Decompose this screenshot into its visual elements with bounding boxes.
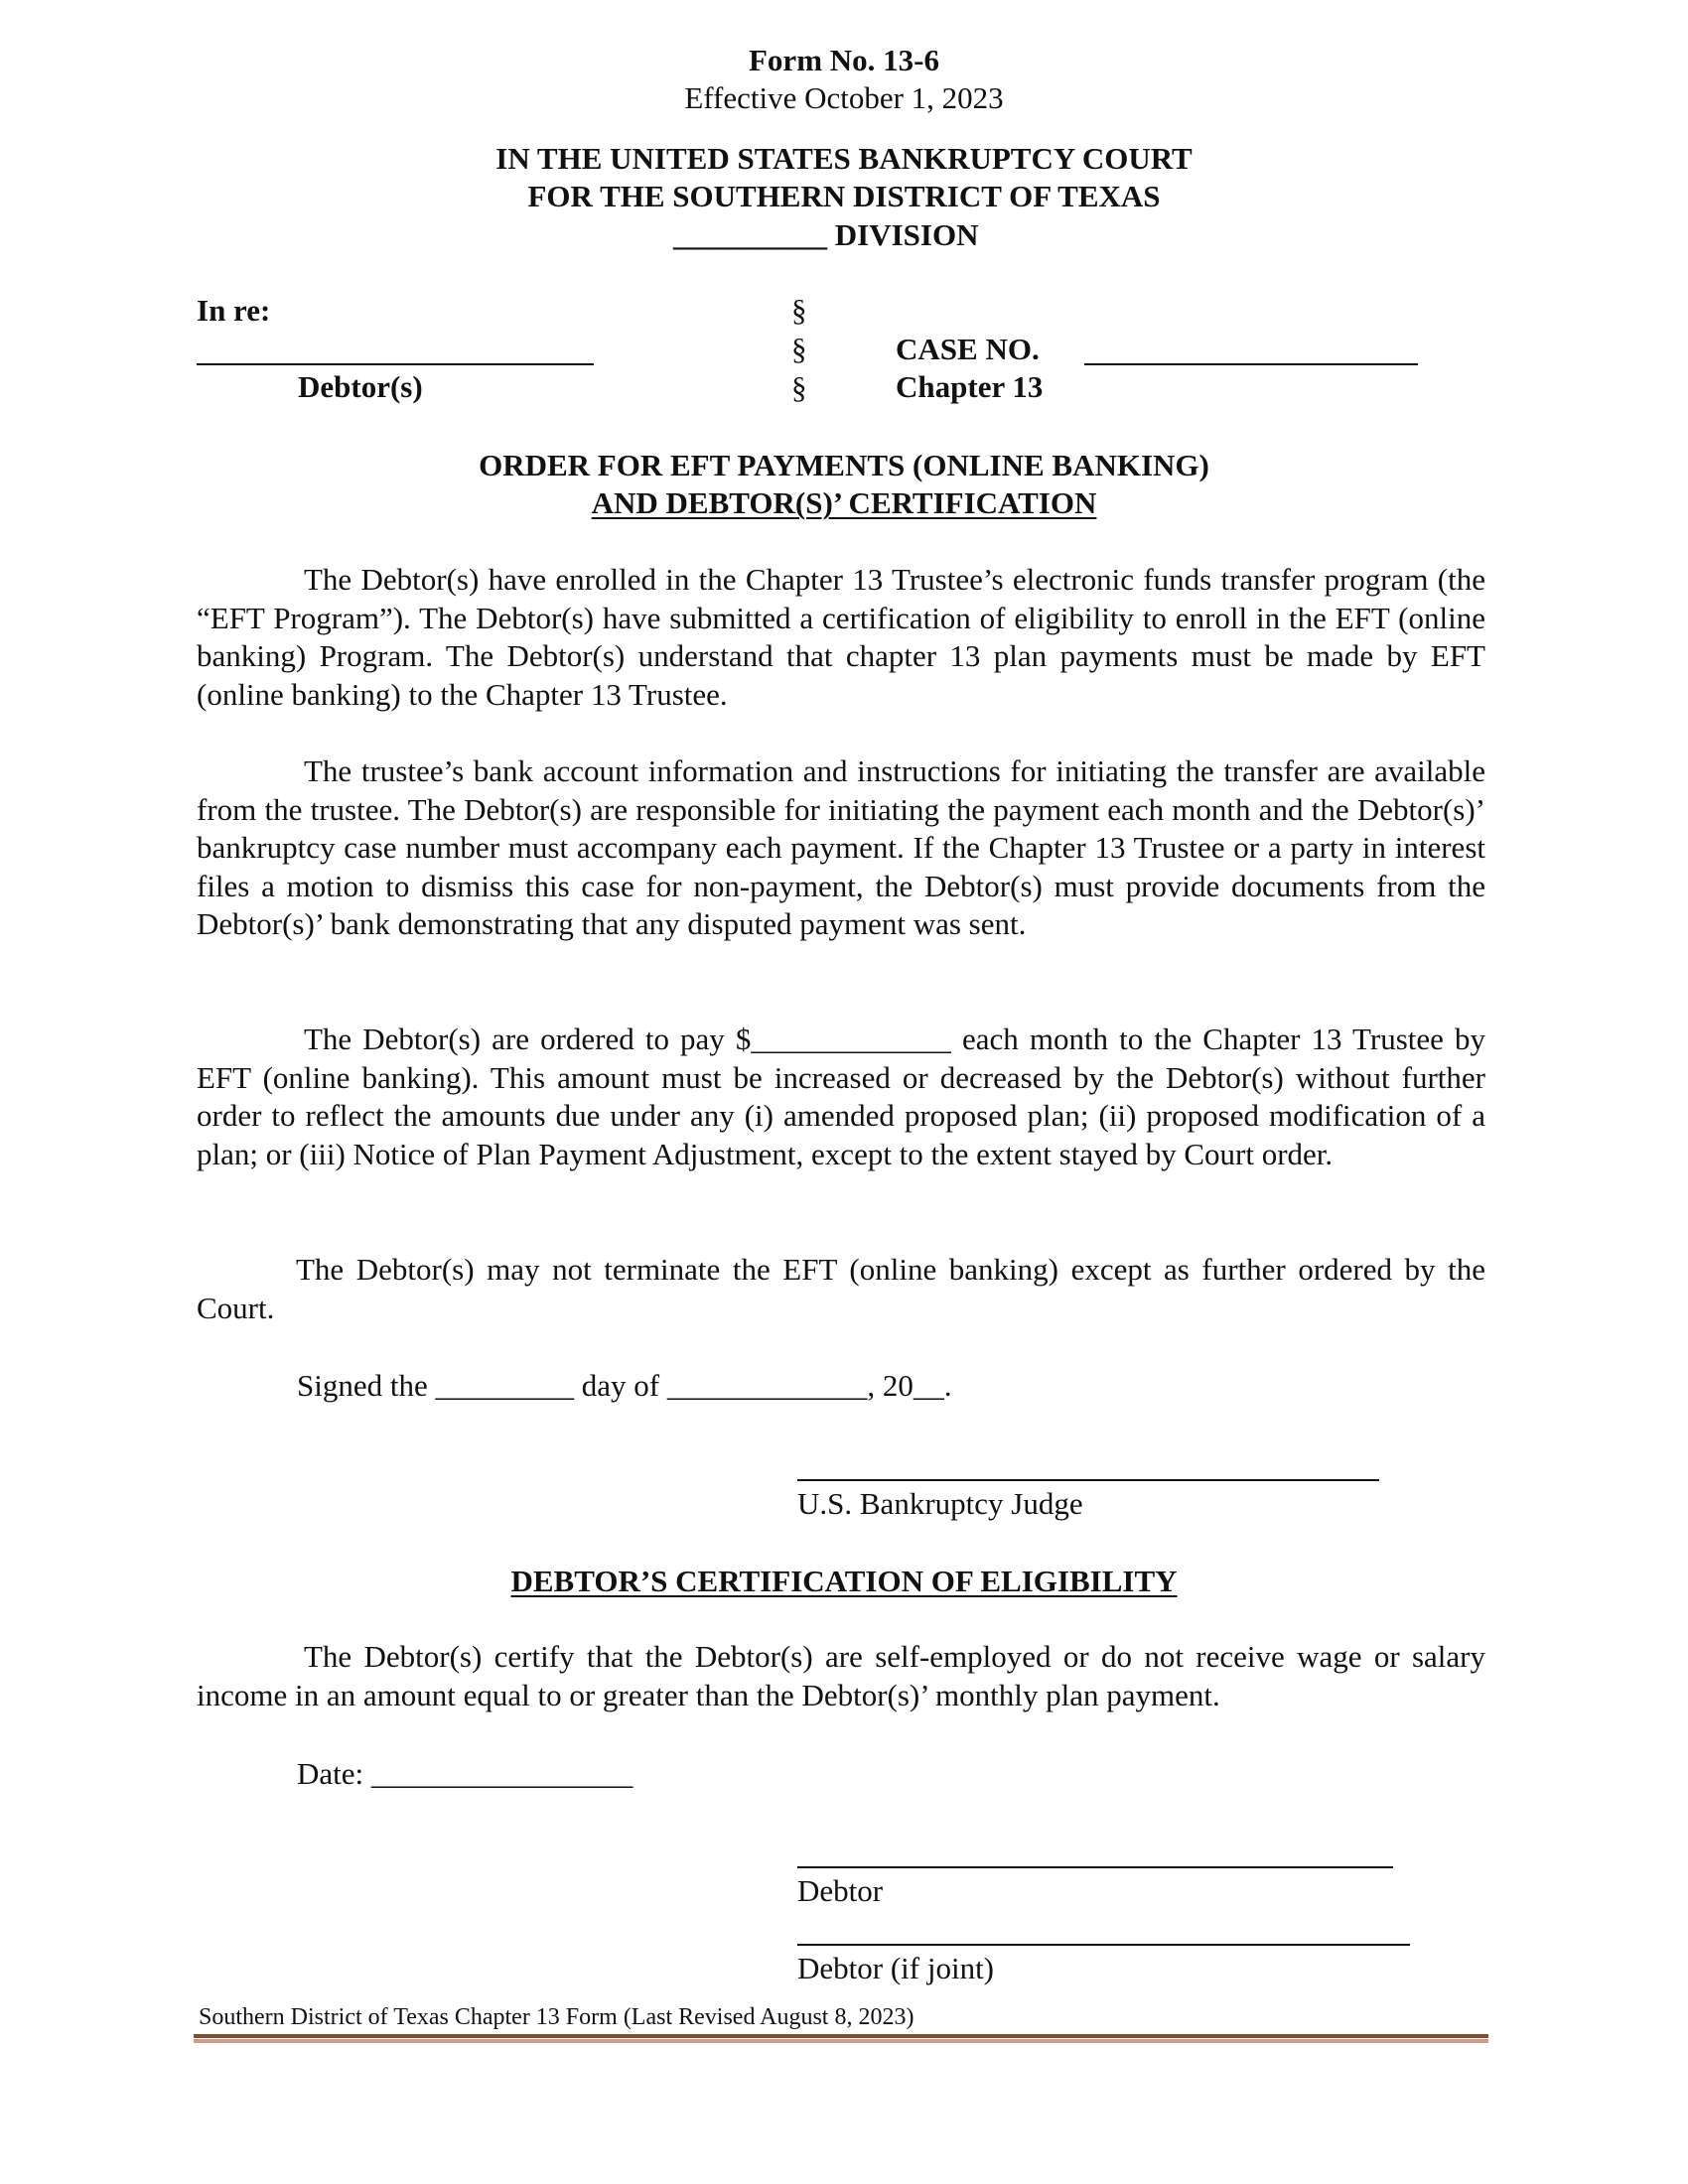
- paragraph-termination: The Debtor(s) may not terminate the EFT (online banking) except as further ordered by the Court.: [197, 1252, 1485, 1325]
- division-blank[interactable]: __________: [673, 217, 827, 252]
- section-symbol-2: §: [791, 332, 807, 366]
- footer-rule: [194, 2034, 1488, 2038]
- chapter-label: Chapter 13: [896, 369, 1044, 404]
- court-name-line1: IN THE UNITED STATES BANKRUPTCY COURT: [495, 141, 1193, 176]
- debtor-label: Debtor(s): [298, 369, 423, 404]
- joint-debtor-signature-line[interactable]: [797, 1944, 1410, 1946]
- division-label: DIVISION: [834, 217, 979, 252]
- signed-date-line: Signed the _________ day of _____________, 20__.: [297, 1368, 952, 1403]
- form-number: Form No. 13-6: [749, 43, 939, 77]
- certification-text: The Debtor(s) certify that the Debtor(s) are self-employed or do not receive wage or salary income in an amount equal to or greater than the Debtor(s)’ monthly plan payment.: [197, 1639, 1485, 1712]
- certification-title: [0, 1563, 1688, 1600]
- order-title-line2-text: AND DEBTOR(S)’ CERTIFICATION: [591, 485, 1097, 520]
- debtor-signature-line[interactable]: [797, 1866, 1393, 1868]
- debtor-signature-label: Debtor: [797, 1873, 884, 1908]
- case-no-line[interactable]: [1084, 363, 1418, 365]
- effective-date: Effective October 1, 2023: [684, 80, 1004, 115]
- date-field: Date: _________________: [297, 1756, 633, 1791]
- footer-rule-secondary: [194, 2039, 1488, 2043]
- judge-signature-line[interactable]: [797, 1479, 1379, 1481]
- paragraph-enrollment: The Debtor(s) have enrolled in the Chapter 13 Trustee’s electronic funds transfer program (the “EFT Program”). The Debtor(s) have submitted a certification of eligibility to enroll in the EFT (online banking) Program. The Debtor(s) understand that chapter 13 plan payments must be made by EFT (online banking) to the Chapter 13 Trustee.: [197, 562, 1485, 712]
- order-title-line2: [0, 484, 1688, 522]
- joint-debtor-signature-label: Debtor (if joint): [797, 1951, 995, 1985]
- order-title-line1: ORDER FOR EFT PAYMENTS (ONLINE BANKING): [479, 448, 1209, 482]
- certification-title-text: DEBTOR’S CERTIFICATION OF ELIGIBILITY: [510, 1564, 1178, 1598]
- section-symbol-1: §: [791, 293, 807, 328]
- division-line: [673, 216, 978, 254]
- debtor-name-line[interactable]: [197, 363, 594, 365]
- paragraph-instructions: The trustee’s bank account information and instructions for initiating the transfer are available from the trustee. The Debtor(s) are responsible for initiating the payment each month and the Debtor(s)’ bankruptcy case number must accompany each payment. If the Chapter 13 Trustee or a party in interest files a motion to dismiss this case for non-payment, the Debtor(s) must provide documents from the Debtor(s)’ bank demonstrating that any disputed payment was sent.: [197, 753, 1485, 941]
- footer-text: Southern District of Texas Chapter 13 Form (Last Revised August 8, 2023): [199, 2004, 914, 2030]
- judge-label: U.S. Bankruptcy Judge: [797, 1486, 1083, 1521]
- court-name-line2: FOR THE SOUTHERN DISTRICT OF TEXAS: [527, 179, 1161, 213]
- paragraph-payment-amount: The Debtor(s) are ordered to pay $_____________ each month to the Chapter 13 Trustee by EFT (online banking). This amount must be increased or decreased by the Debtor(s) without further order to reflect the amounts due under any (i) amended proposed plan; (ii) proposed modification of a plan; or (iii) Notice of Plan Payment Adjustment, except to the extent stayed by Court order.: [197, 1022, 1485, 1171]
- case-no-label: CASE NO.: [896, 332, 1040, 366]
- section-symbol-3: §: [791, 370, 807, 405]
- in-re-label: In re:: [197, 293, 271, 328]
